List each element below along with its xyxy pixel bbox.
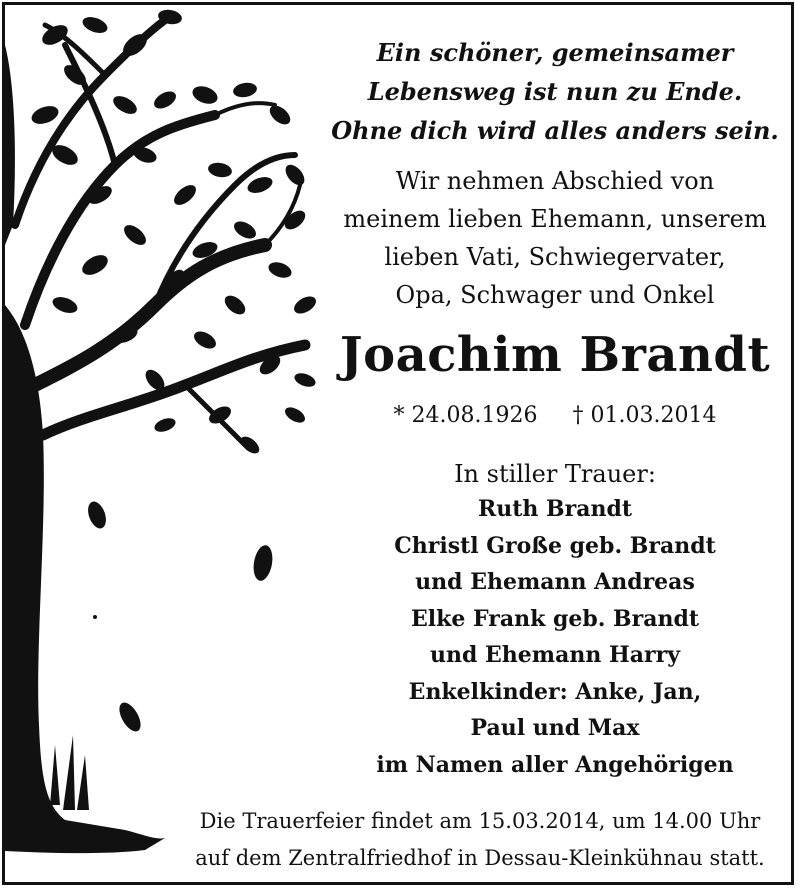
mourner-line: Enkelkinder: Anke, Jan, [408, 678, 702, 705]
farewell-line: meinem lieben Ehemann, unserem [343, 205, 767, 233]
service-line: auf dem Zentralfriedhof in Dessau-Kleinkühnau statt. [195, 846, 765, 870]
mourner-line: Christl Große geb. Brandt [394, 532, 716, 559]
intro-line: Ohne dich wird alles anders sein. [331, 116, 779, 145]
farewell-line: lieben Vati, Schwiegervater, [384, 243, 726, 271]
life-dates [323, 399, 787, 433]
mourner-line: Ruth Brandt [477, 496, 633, 522]
mourner-line: und Ehemann Andreas [415, 569, 695, 595]
mourner-line: Elke Frank geb. Brandt [410, 605, 700, 632]
tree-silhouette-icon [5, 5, 325, 885]
birth-date: * 24.08.1926 [393, 403, 538, 428]
mourning-heading: In stiller Trauer: [454, 460, 656, 488]
intro-verse [323, 33, 787, 150]
farewell-text [323, 162, 787, 314]
intro-line: Lebensweg ist nun zu Ende. [367, 77, 743, 106]
intro-line: Ein schöner, gemeinsamer [376, 38, 734, 67]
funeral-service-info [165, 803, 794, 877]
mourner-line: und Ehemann Harry [430, 642, 680, 668]
mourner-line: im Namen aller Angehörigen [376, 751, 734, 778]
deceased-name: Joachim Brandt [339, 327, 771, 383]
farewell-line: Wir nehmen Abschied von [395, 167, 715, 195]
farewell-line: Opa, Schwager und Onkel [395, 281, 715, 309]
obituary-frame [2, 2, 794, 885]
death-date: † 01.03.2014 [572, 403, 717, 428]
mourner-line: Paul und Max [470, 715, 640, 741]
mourners-list [323, 491, 787, 783]
service-line: Die Trauerfeier findet am 15.03.2014, um 14.00 Uhr [199, 809, 761, 833]
